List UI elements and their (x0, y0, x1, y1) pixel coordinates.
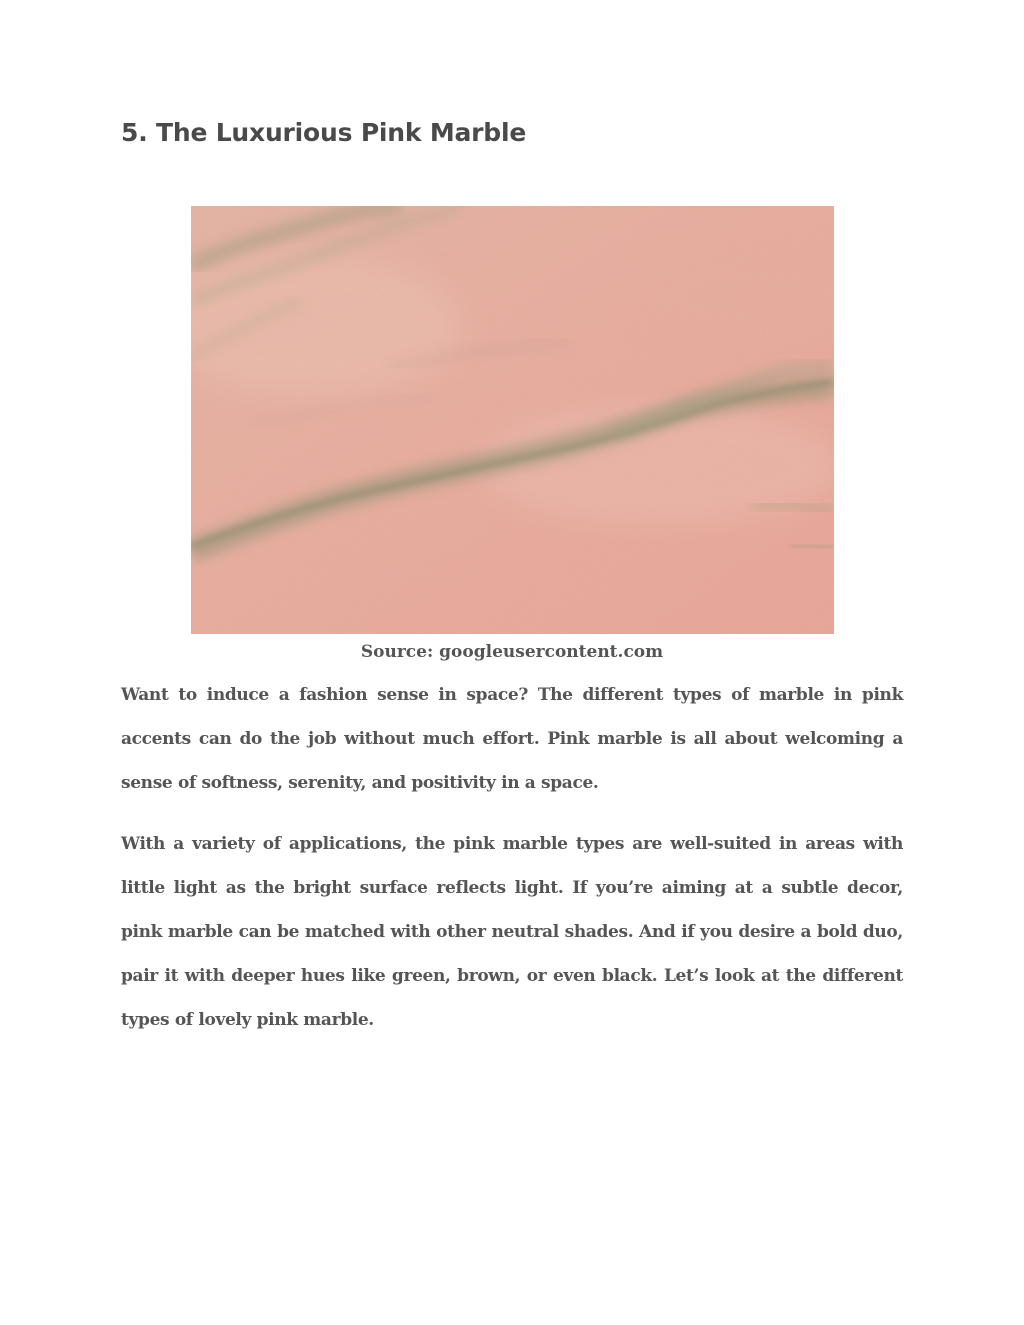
image-caption: Source: googleusercontent.com (360, 642, 664, 662)
body-paragraph: With a variety of applications, the pink marble types are well-suited in areas with little light as the bright surface reflects light. If you’re aiming at a subtle decor, pink marble can be matched with other neutral shades. And if you desire a bold duo, pair it with deeper hues like green, brown, or even black. Let’s look at the different types of lovely pink marble. (121, 834, 903, 1030)
section-heading: 5. The Luxurious Pink Marble (121, 118, 527, 147)
body-paragraph: Want to induce a fashion sense in space? The different types of marble in pink accents can do the job without much effort. Pink marble is all about welcoming a sense of softness, serenity, and positivity in a space. (121, 685, 903, 793)
pink-marble-image (191, 206, 834, 634)
pink-marble-texture (191, 206, 834, 634)
